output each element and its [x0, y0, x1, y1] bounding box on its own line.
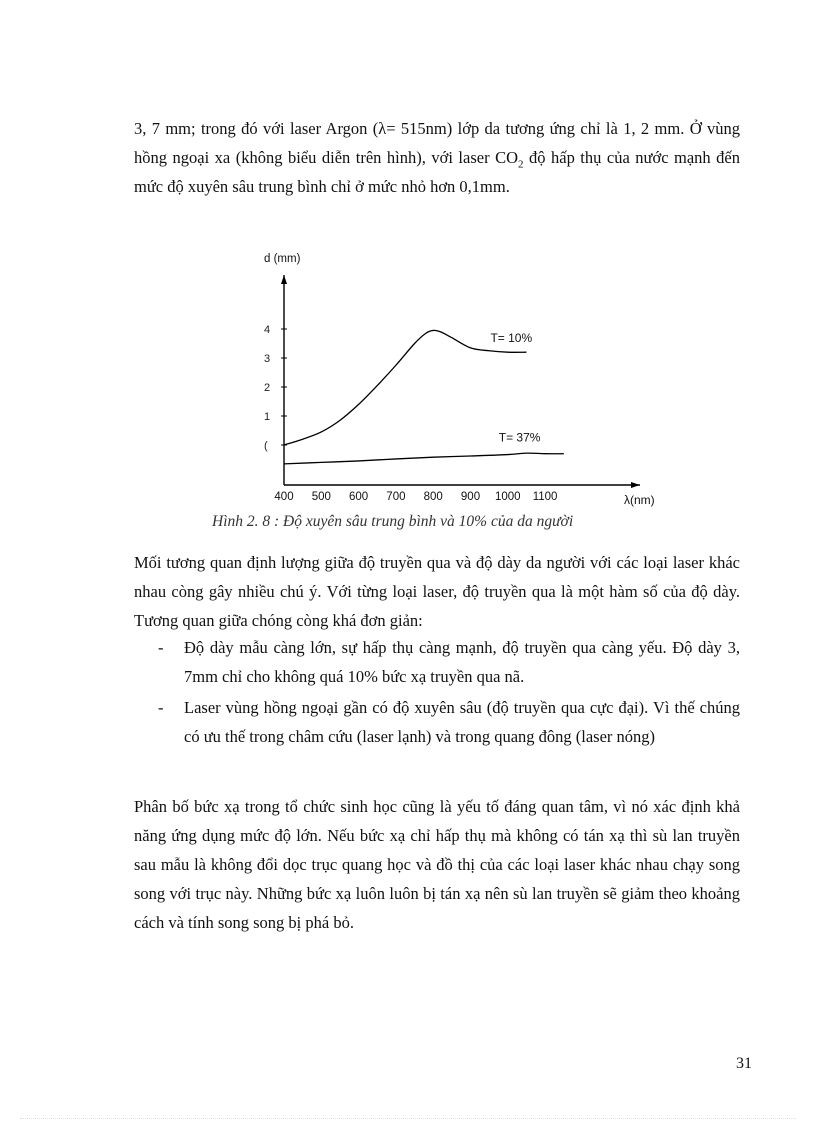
x-axis-arrow [631, 482, 640, 488]
figure-caption: Hình 2. 8 : Độ xuyên sâu trung bình và 10% của da người [212, 513, 574, 530]
chart-series [284, 330, 564, 463]
y-tick-label: 2 [264, 382, 271, 394]
bullet-text: Laser vùng hồng ngoại gần có độ xuyên sâu (độ truyền qua cực đại). Vì thế chúng có ưu thế trong châm cứu (laser lạnh) và trong quang đông (laser nóng) [184, 698, 740, 746]
paragraph-intro [134, 114, 740, 201]
paragraph-correlation: Mối tương quan định lượng giữa độ truyền qua và độ dày da người với các loại laser khác nhau còng gây nhiều chú ý. Với từng loại laser, độ truyền qua là một hàm số của độ dày. Tương quan giữa chóng còng khá đơn giản: [134, 553, 740, 630]
bullet-item [150, 693, 740, 751]
x-tick-label: 500 [311, 491, 331, 503]
page-number: 31 [736, 1055, 752, 1072]
paragraph-intro-part-c: độ hấp thụ của nước mạnh đến mức độ xuyên sâu trung bình chỉ ở mức nhỏ hơn 0,1mm. [134, 148, 741, 196]
y-tick-label: 1 [264, 411, 271, 423]
bullet-dash: - [158, 638, 164, 657]
y-tick-label: 3 [264, 353, 271, 365]
x-tick-label: 1000 [495, 491, 521, 503]
series-line-t10 [284, 330, 526, 445]
series-label: T= 37% [498, 430, 541, 445]
bullet-item [150, 633, 740, 691]
y-axis-arrow [281, 275, 287, 284]
lambda-text: λ= 515nm) [378, 119, 453, 138]
x-tick-label: 1100 [532, 491, 558, 503]
bullet-dash: - [158, 698, 164, 717]
x-tick-label: 400 [274, 491, 294, 503]
chart-ticks [264, 324, 557, 503]
x-tick-label: 900 [460, 491, 481, 503]
x-tick-label: 800 [423, 491, 443, 503]
penetration-depth-chart [240, 245, 680, 510]
x-tick-label: 700 [386, 491, 406, 503]
y-tick-label: 4 [264, 324, 271, 336]
bullet-list [150, 633, 740, 753]
paragraph-intro-part-a: 3, 7 mm; trong đó với laser Argon ( [134, 119, 379, 138]
y-axis-label: d (mm) [264, 253, 301, 265]
footer-divider [20, 1118, 796, 1119]
x-axis-label: λ(nm) [624, 493, 655, 507]
bullet-text: Độ dày mẫu càng lớn, sự hấp thụ càng mạnh, độ truyền qua càng yếu. Độ dày 3, 7mm chỉ cho không quá 10% bức xạ truyền qua nã. [184, 638, 740, 686]
co2-subscript: 2 [518, 158, 524, 171]
series-label: T= 10% [490, 331, 533, 346]
paragraph-intro-part-b: lớp da tương ứng chỉ là 1, 2 mm. Ở vùng hồng ngoại xa (không biểu diễn trên hình), với laser CO [134, 119, 740, 167]
y-tick-label: ( [264, 440, 268, 452]
paragraph-distribution: Phân bố bức xạ trong tổ chức sinh học cũng là yếu tố đáng quan tâm, vì nó xác định khả năng ứng dụng mức độ lớn. Nếu bức xạ chỉ hấp thụ mà không có tán xạ thì sù lan truyền sau mẫu là không đổi dọc trục quang học và đồ thị của các loại laser khác nhau chạy song song với trục này. Những bức xạ luôn luôn bị tán xạ nên sù lan truyền sẽ giảm theo khoảng cách và tính song song bị phá bỏ. [134, 797, 740, 932]
chart-labels [264, 253, 655, 507]
series-line-t37 [284, 453, 564, 464]
x-tick-label: 600 [349, 491, 369, 503]
